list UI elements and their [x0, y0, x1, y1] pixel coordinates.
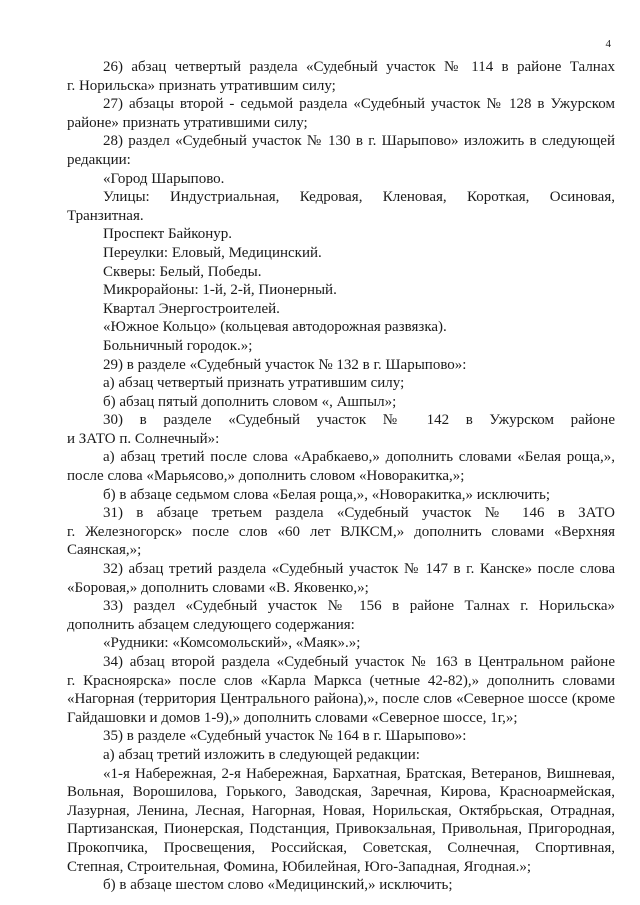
text-line: 28) раздел «Судебный участок № 130 в г. Шарыпово» изложить в следующей [103, 133, 615, 150]
text-line: Саянская,»; [67, 542, 142, 559]
text-line: а) абзац третий изложить в следующей редакции: [103, 746, 420, 763]
text-line: а) абзац третий после слова «Арабкаево,» дополнить словами «Белая роща,», [103, 449, 615, 466]
text-line: 30) в разделе «Судебный участок № 142 в Ужурском районе [103, 412, 615, 429]
text-line: б) в абзаце седьмом слова «Белая роща,», «Новоракитка,» исключить; [103, 486, 550, 503]
text-line: Квартал Энергостроителей. [103, 300, 280, 317]
text-line: «1-я Набережная, 2-я Набережная, Бархатная, Братская, Ветеранов, Вишневая, [103, 765, 615, 782]
text-line: Больничный городок.»; [103, 337, 253, 354]
text-line: после слова «Марьясово,» дополнить словом «Новоракитка,»; [67, 468, 465, 485]
text-line: районе» признать утратившими силу; [67, 114, 308, 131]
text-line: дополнить абзацем следующего содержания: [67, 616, 355, 633]
page-number: 4 [605, 38, 611, 50]
text-line: Гайдашовки и домов 1-9),» дополнить словами «Северное шоссе, 1г,»; [67, 709, 518, 726]
text-line: Транзитная. [67, 207, 144, 224]
text-line: 31) в абзаце третьем раздела «Судебный участок № 146 в ЗАТО [103, 505, 615, 522]
document-body [67, 58, 615, 895]
text-line: 27) абзацы второй - седьмой раздела «Судебный участок № 128 в Ужурском [103, 96, 615, 113]
text-line: Скверы: Белый, Победы. [103, 263, 262, 280]
text-line: «Боровая,» дополнить словами «В. Яковенко,»; [67, 579, 369, 596]
text-line: б) в абзаце шестом слово «Медицинский,» исключить; [103, 877, 453, 894]
text-line: г. Красноярска» после слов «Карла Маркса (четные 42-82),» дополнить словами [67, 672, 615, 689]
text-line: б) абзац пятый дополнить словом «, Ашпыл»; [103, 393, 397, 410]
text-line: 26) абзац четвертый раздела «Судебный участок № 114 в районе Талнах [103, 59, 615, 75]
text-line: и ЗАТО п. Солнечный»: [67, 430, 220, 447]
text-line: Партизанская, Пионерская, Подстанция, Привокзальная, Привольная, Пригородная, [67, 821, 615, 838]
text-line: Микрорайоны: 1-й, 2-й, Пионерный. [103, 282, 337, 299]
text-line: редакции: [67, 151, 131, 168]
text-line: Степная, Строительная, Фомина, Юбилейная, Юго-Западная, Ягодная.»; [67, 858, 531, 875]
text-line: 33) раздел «Судебный участок № 156 в районе Талнах г. Норильска» [103, 598, 615, 615]
text-line: Вольная, Ворошилова, Горького, Заводская, Заречная, Кирова, Красноармейская, [67, 784, 615, 801]
text-line: «Город Шарыпово. [103, 170, 225, 187]
text-line: а) абзац четвертый признать утратившим силу; [103, 375, 405, 392]
text-line: Проспект Байконур. [103, 226, 233, 243]
text-line: Улицы: Индустриальная, Кедровая, Кленовая, Короткая, Осиновая, [103, 189, 615, 206]
text-line: 35) в разделе «Судебный участок № 164 в г. Шарыпово»: [103, 728, 467, 745]
text-line: г. Железногорск» после слов «60 лет ВЛКСМ,» дополнить словами «Верхняя [67, 523, 615, 540]
text-line: «Южное Кольцо» (кольцевая автодорожная развязка). [103, 319, 447, 336]
text-line: «Нагорная (территория Центрального района),», после слов «Северное шоссе (кроме [67, 691, 615, 708]
text-line: Лазурная, Ленина, Лесная, Нагорная, Новая, Норильская, Октябрьская, Отрадная, [67, 802, 615, 819]
text-line: «Рудники: «Комсомольский», «Маяк».»; [103, 635, 361, 652]
text-line: Переулки: Еловый, Медицинский. [103, 244, 322, 261]
text-line: 34) абзац второй раздела «Судебный участок № 163 в Центральном районе [103, 654, 615, 670]
text-line: 29) в разделе «Судебный участок № 132 в г. Шарыпово»: [103, 356, 467, 373]
text-line: 32) абзац третий раздела «Судебный участок № 147 в г. Канске» после слова [103, 561, 615, 578]
text-line: Прокопчика, Просвещения, Российская, Советская, Солнечная, Спортивная, [67, 839, 615, 856]
text-line: г. Норильска» признать утратившим силу; [67, 77, 336, 94]
